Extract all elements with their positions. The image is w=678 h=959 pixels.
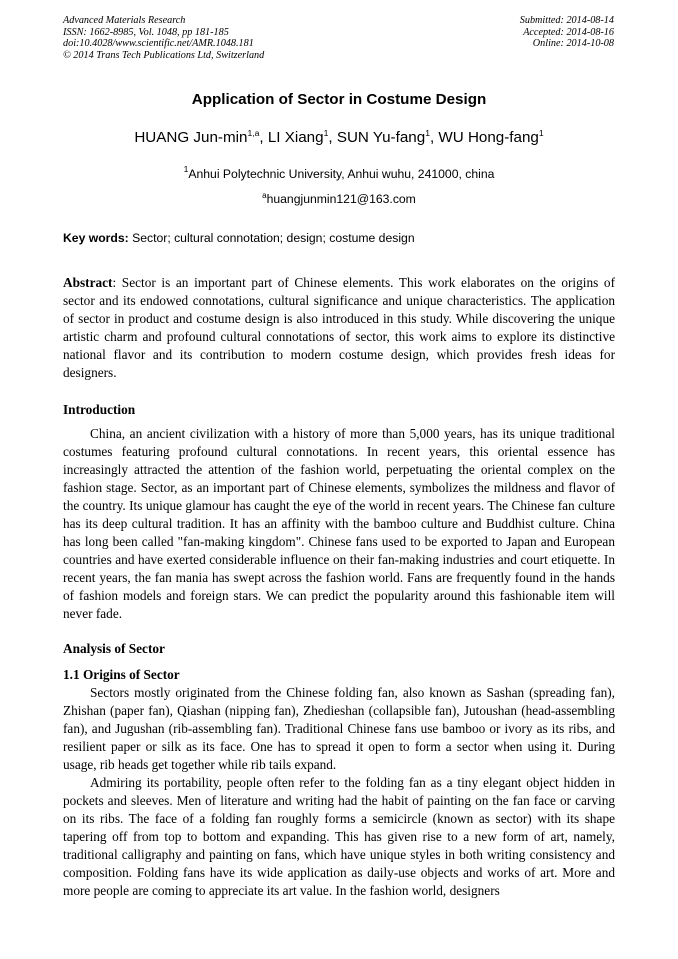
author-sup: 1 xyxy=(538,128,544,138)
paragraph: Admiring its portability, people often refer to the folding fan as a tiny elegant object hidden in pockets and sleeves. Men of literature and writing had the habit of painting on the fan face or carving on its ribs. The face of a folding fan roughly forms a semicircle (known as sector) with its shape tapering off from top to bottom and expanding. This has given rise to a new form of art, namely, traditional calligraphy and painting on fans, which have unique styles in both writing consistency and composition. Folding fans have its wide application as daily-use objects and works of art. More and more people are coming to appreciate its art value. In the fashion world, designers xyxy=(63,775,615,898)
doi-line: doi:10.4028/www.scientific.net/AMR.1048.181 xyxy=(63,38,254,50)
author-sup: 1,a xyxy=(247,128,260,138)
subsection-heading-origins: 1.1 Origins of Sector xyxy=(63,667,180,682)
accepted-date: Accepted: 2014-08-16 xyxy=(523,26,614,38)
section-heading-introduction: Introduction xyxy=(63,402,136,417)
online-date: Online: 2014-10-08 xyxy=(532,38,614,50)
author-sup: 1 xyxy=(425,128,430,138)
paper-title: Application of Sector in Costume Design xyxy=(191,91,487,108)
author-sup: 1 xyxy=(323,128,329,138)
introduction-body xyxy=(63,425,615,623)
submitted-date: Submitted: 2014-08-14 xyxy=(519,15,614,26)
keywords-label: Key words: xyxy=(63,231,129,245)
keywords xyxy=(63,231,615,246)
abstract xyxy=(63,274,615,382)
journal-info xyxy=(63,15,264,61)
copyright-line: © 2014 Trans Tech Publications Ltd, Switzerland xyxy=(63,49,265,61)
affiliation: $^1$Anhui Polytechnic University, Anhui wuhu, 241000, china xyxy=(183,164,495,181)
origins-body xyxy=(63,684,615,900)
author-name: HUANG Jun-min xyxy=(134,129,248,146)
paragraph: Sectors mostly originated from the Chinese folding fan, also known as Sashan (spreading fan), Zhishan (paper fan), Qiashan (nipping fan), Zhedieshan (collapsible fan), Jutoushan (head-assembling fan), and Jugushan (rib-assembling fan). Traditional Chinese fans use bamboo or ivory as its ribs, and resilient paper or silk as its face. One has to spread it open to form a sector when using it. During usage, rib heads get together while rib tails expand. xyxy=(63,685,615,772)
author-name: LI Xiang xyxy=(267,129,324,146)
author-name: SUN Yu-fang xyxy=(336,129,426,146)
author-list: HUANG Jun-$\min^{1,a}$, LI Xiang$^1$, SUN Yu-fang$^1$, WU Hong-fang$^1$ xyxy=(134,128,544,146)
section-heading-analysis: Analysis of Sector xyxy=(63,641,165,656)
author-name: WU Hong-fang xyxy=(438,129,539,146)
paragraph: China, an ancient civilization with a history of more than 5,000 years, has its unique traditional costumes featuring profound cultural connotations. In recent years, this oriental essence has increasingly attracted the attention of the fashion world, perpetuating the oriental complex on the fashion stage. Sector, as an important part of Chinese elements, symbolizes the mildness and flavor of the country. Its unique glamour has caught the eye of the world in recent years. The Chinese fan culture has its deep cultural tradition. It has an affinity with the bamboo culture and Buddhist culture. China has long been called "fan-making kingdom". Chinese fans used to be exported to Japan and European countries and have exerted considerable influence on their fan-making industries and court etiquette. In recent years, the fan mania has swept across the fashion world. Fans are frequently found in the hands of fashion models and foreign stars. We can predict the popularity around this fashionable item will never fade. xyxy=(63,426,615,621)
abstract-text: : Sector is an important part of Chinese elements. This work elaborates on the origins of sector and its endowed connotations, cultural significance and unique characteristics. The application of sector in product and costume design is also introduced in this study. While discovering the unique artistic charm and profound cultural connotations of sector, this work aims to explore its distinctive national flavor and its contribution to modern costume design, which provides fresh ideas for designers. xyxy=(63,275,615,380)
keywords-text: Sector; cultural connotation; design; costume design xyxy=(128,231,415,245)
issn-line: ISSN: 1662-8985, Vol. 1048, pp 181-185 xyxy=(63,26,229,38)
abstract-label: Abstract xyxy=(63,275,113,290)
dates-info xyxy=(520,15,614,50)
journal-name: Advanced Materials Research xyxy=(63,15,186,26)
author-email: $^a$huangjunmin121@163.com xyxy=(262,191,416,206)
